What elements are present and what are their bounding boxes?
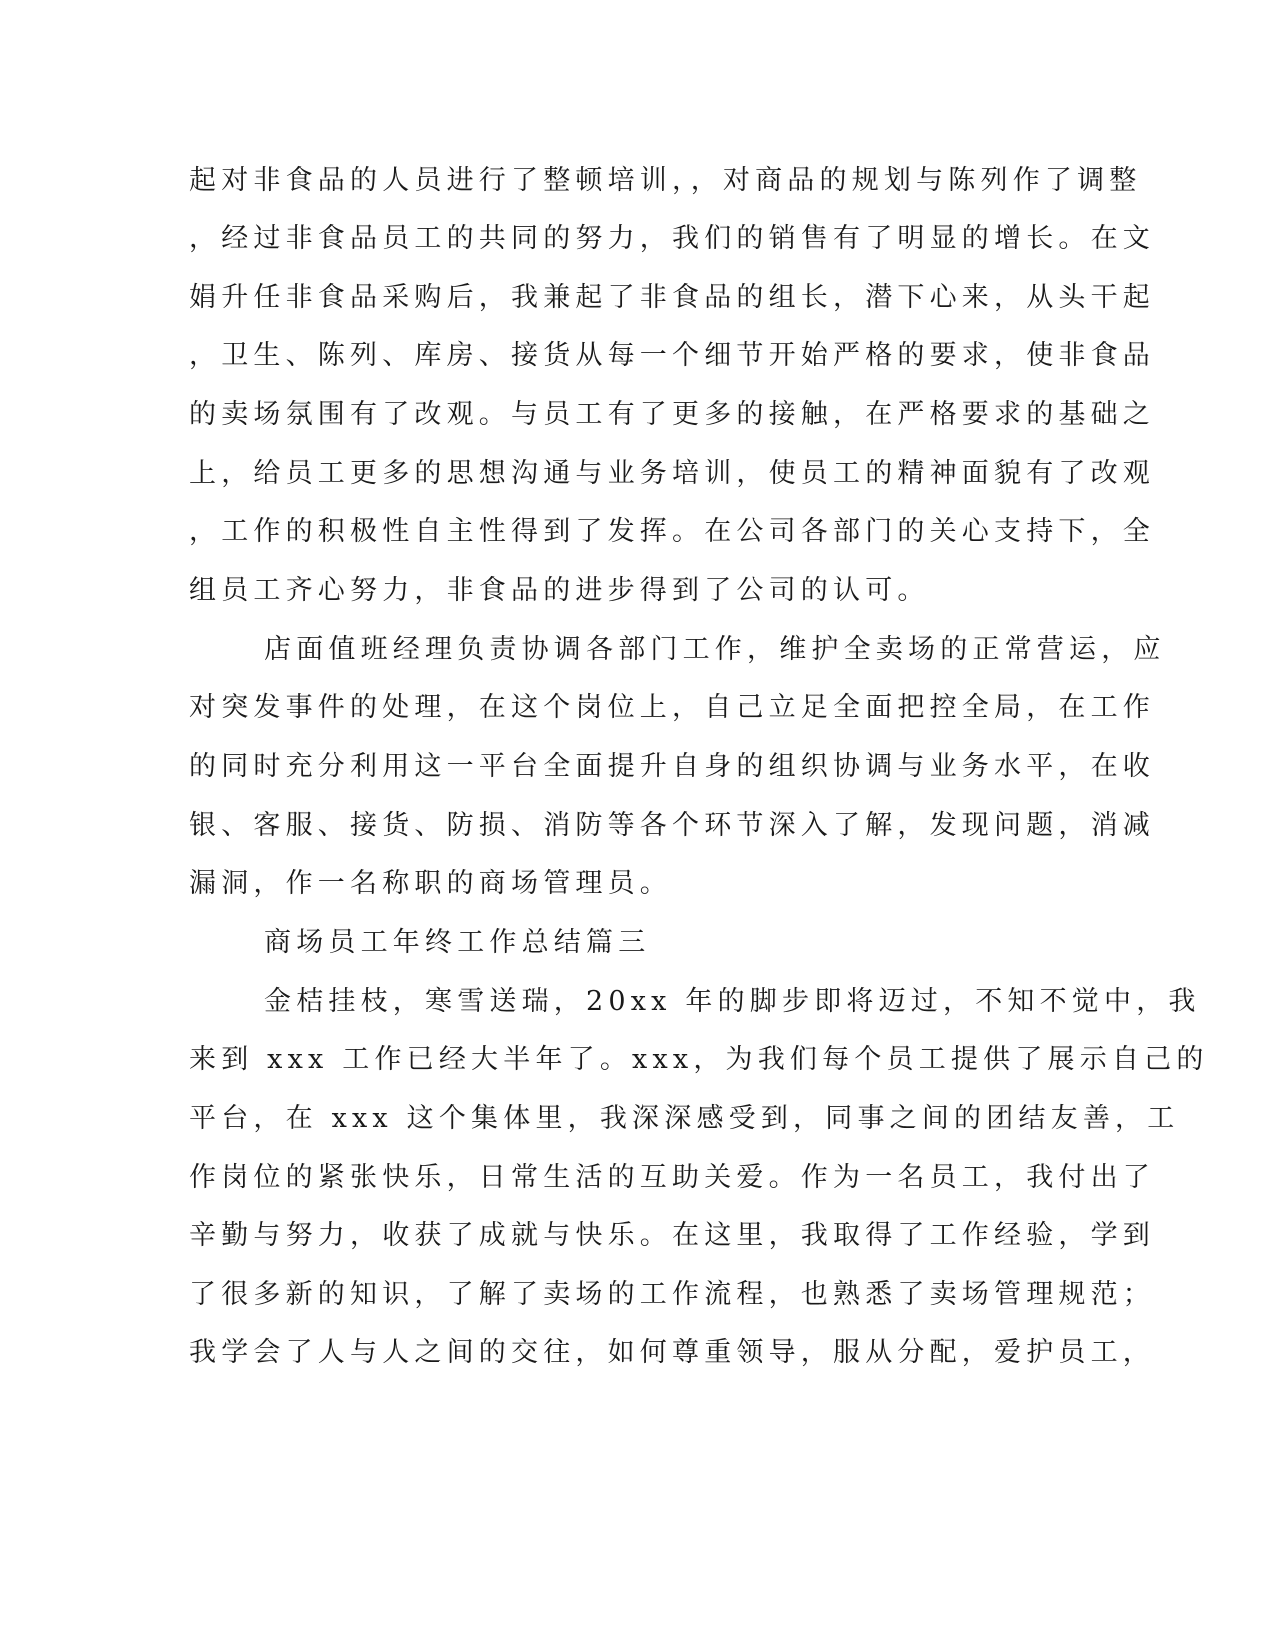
paragraph-start-line: 店面值班经理负责协调各部门工作，维护全卖场的正常营运，应 <box>264 634 1166 665</box>
text-line: 组员工齐心努力，非食品的进步得到了公司的认可。 <box>189 575 930 606</box>
text-line: 的同时充分利用这一平台全面提升自身的组织协调与业务水平，在收 <box>189 751 1155 782</box>
text-line: 娟升任非食品采购后，我兼起了非食品的组长，潜下心来，从头干起 <box>189 282 1155 313</box>
text-line: 来到 xxx 工作已经大半年了。xxx，为我们每个员工提供了展示自己的 <box>189 1044 1209 1075</box>
text-line: 漏洞，作一名称职的商场管理员。 <box>189 868 672 899</box>
text-line: 平台，在 xxx 这个集体里，我深深感受到，同事之间的团结友善，工 <box>189 1103 1180 1134</box>
text-line: 上，给员工更多的思想沟通与业务培训，使员工的精神面貌有了改观 <box>189 458 1155 489</box>
text-line: ，经过非食品员工的共同的努力，我们的销售有了明显的增长。在文 <box>189 223 1155 254</box>
text-line: 作岗位的紧张快乐，日常生活的互助关爱。作为一名员工，我付出了 <box>189 1162 1155 1193</box>
text-line: 我学会了人与人之间的交往，如何尊重领导，服从分配，爱护员工， <box>189 1337 1155 1368</box>
text-line: ，卫生、陈列、库房、接货从每一个细节开始严格的要求，使非食品 <box>189 340 1155 371</box>
text-line: ，工作的积极性自主性得到了发挥。在公司各部门的关心支持下，全 <box>189 516 1155 547</box>
text-line: 银、客服、接货、防损、消防等各个环节深入了解，发现问题，消减 <box>189 810 1155 841</box>
text-line: 对突发事件的处理，在这个岗位上，自己立足全面把控全局，在工作 <box>189 692 1155 723</box>
paragraph-start-line: 金桔挂枝，寒雪送瑞，20xx 年的脚步即将迈过，不知不觉中，我 <box>264 986 1201 1017</box>
text-line: 辛勤与努力，收获了成就与快乐。在这里，我取得了工作经验，学到 <box>189 1220 1155 1251</box>
section-heading: 商场员工年终工作总结篇三 <box>264 927 651 958</box>
text-line: 起对非食品的人员进行了整顿培训，，对商品的规划与陈列作了调整 <box>189 165 1142 196</box>
text-line: 了很多新的知识，了解了卖场的工作流程，也熟悉了卖场管理规范； <box>189 1279 1155 1310</box>
text-line: 的卖场氛围有了改观。与员工有了更多的接触，在严格要求的基础之 <box>189 399 1155 430</box>
